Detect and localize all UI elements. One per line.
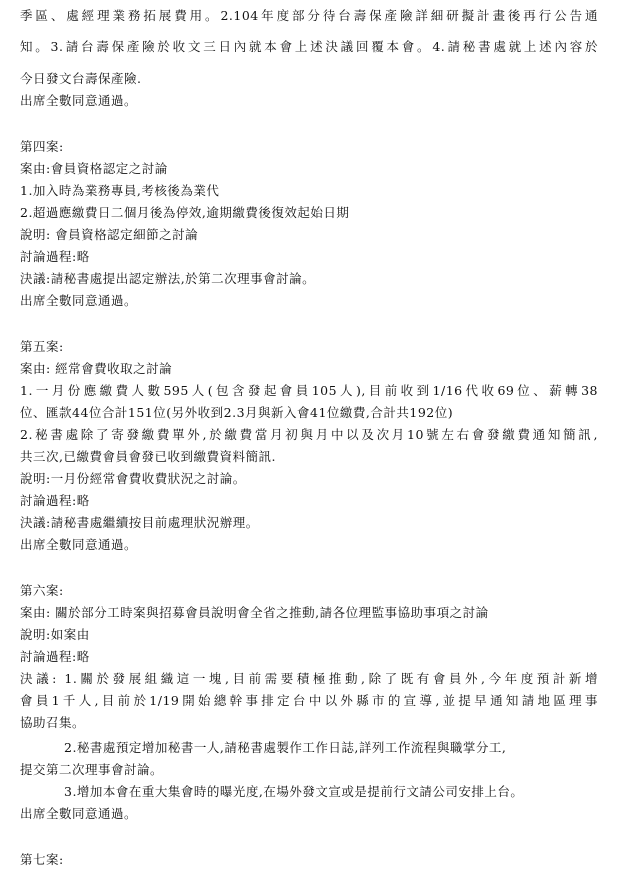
intro-line-2: 知。3.請台壽保產險於收文三日內就本會上述決議回覆本會。4.請秘書處就上述內容於 [20, 39, 598, 54]
case5-discussion: 討論過程:略 [20, 493, 90, 508]
case6-resolution-2-cont: 提交第二次理事會討論。 [20, 762, 164, 777]
case4-vote: 出席全數同意通過。 [20, 293, 138, 308]
case4-discussion: 討論過程:略 [20, 249, 90, 264]
case4-item-1: 1.加入時為業務專員,考核後為業代 [20, 183, 220, 198]
case6-resolution-1: 決議: 1.關於發展組織這一塊,目前需要積極推動,除了既有會員外,今年度預計新增 [20, 671, 598, 686]
case6-resolution-2: 2.秘書處預定增加秘書一人,請秘書處製作工作日誌,詳列工作流程與職掌分工, [64, 740, 507, 755]
case6-subject: 案由: 關於部分工時案與招募會員說明會全省之推動,請各位理監事協助事項之討論 [20, 605, 489, 620]
intro-resolution: 出席全數同意通過。 [20, 93, 138, 108]
intro-line-1: 季區、處經理業務拓展費用。2.104年度部分待台壽保產險詳細研擬計畫後再行公告通 [20, 8, 598, 23]
case5-item-1-cont: 位、匯款44位合計151位(另外收到2.3月與新入會41位繳費,合計共192位) [20, 405, 454, 420]
case5-item-2-cont: 共三次,已繳費會員會發已收到繳費資料簡訊. [20, 449, 276, 464]
case7-heading: 第七案: [20, 852, 64, 867]
case6-heading: 第六案: [20, 583, 64, 598]
case5-item-1: 1.一月份應繳費人數595人(包含發起會員105人),目前收到1/16代收69位、薪轉38 [20, 383, 598, 398]
intro-line-3: 今日發文台壽保產險. [20, 71, 142, 86]
case6-resolution-1-cont: 會員1千人,目前於1/19開始總幹事排定台中以外縣市的宣導,並提早通知請地區理事 [20, 693, 598, 708]
case5-vote: 出席全數同意通過。 [20, 537, 138, 552]
case6-explanation: 說明:如案由 [20, 627, 90, 642]
case6-discussion: 討論過程:略 [20, 649, 90, 664]
case6-vote: 出席全數同意通過。 [20, 806, 138, 821]
case4-item-2: 2.超過應繳費日二個月後為停效,逾期繳費後復效起始日期 [20, 205, 350, 220]
case4-heading: 第四案: [20, 139, 64, 154]
case5-resolution: 決議:請秘書處繼續按目前處理狀況辦理。 [20, 515, 259, 530]
case5-item-2: 2.秘書處除了寄發繳費單外,於繳費當月初與月中以及次月10號左右會發繳費通知簡訊, [20, 427, 598, 442]
case4-subject: 案由:會員資格認定之討論 [20, 161, 168, 176]
case5-subject: 案由: 經常會費收取之討論 [20, 361, 173, 376]
case6-resolution-1-end: 協助召集。 [20, 715, 86, 730]
case4-resolution: 決議:請秘書處提出認定辦法,於第二次理事會討論。 [20, 271, 316, 286]
case6-resolution-3: 3.增加本會在重大集會時的曝光度,在場外發文宣或是提前行文請公司安排上台。 [64, 784, 524, 799]
case4-explanation: 說明: 會員資格認定細節之討論 [20, 227, 199, 242]
case5-explanation: 說明:一月份經常會費收費狀況之討論。 [20, 471, 246, 486]
case5-heading: 第五案: [20, 339, 64, 354]
